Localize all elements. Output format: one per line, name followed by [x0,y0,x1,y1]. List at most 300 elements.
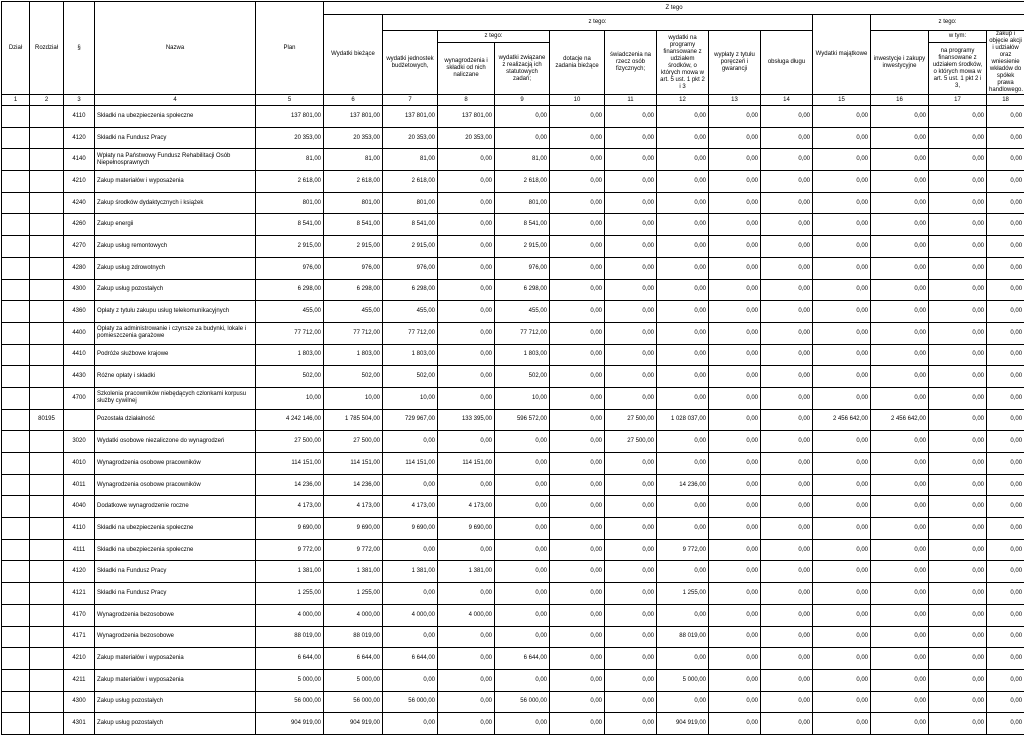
cell-value: 0,00 [871,561,929,583]
cell-value: 0,00 [709,387,761,409]
cell-paragraf: 4010 [64,453,95,475]
cell-value: 0,00 [987,583,1024,605]
cell-nazwa: Zakup energii [95,214,256,236]
cell-value: 0,00 [495,669,550,691]
cell-value: 0,00 [550,344,605,366]
col-header-wynagrodzenia: wynagrodzenia i składki od nich naliczane [438,43,495,95]
cell-value: 10,00 [495,387,550,409]
cell-value: 0,00 [709,453,761,475]
cell-nazwa: Zakup materiałów i wyposażenia [95,669,256,691]
cell-value: 0,00 [550,604,605,626]
cell-value: 0,00 [550,279,605,301]
cell-value: 0,00 [550,648,605,670]
col-header-inwestycje: inwestycje i zakupy inwestycyjne [871,31,929,95]
cell-value: 0,00 [605,127,657,149]
cell-value: 0,00 [871,127,929,149]
cell-value: 0,00 [813,583,871,605]
cell-value: 0,00 [550,713,605,735]
cell-value: 114 151,00 [256,453,324,475]
cell-value: 88 019,00 [256,626,324,648]
cell-value: 9 772,00 [657,539,709,561]
cell-value: 455,00 [495,301,550,323]
cell-value: 0,00 [813,279,871,301]
cell-value: 0,00 [871,214,929,236]
cell-value: 81,00 [383,149,438,171]
cell-value: 0,00 [657,171,709,193]
cell-value: 0,00 [438,387,495,409]
table-row [2,561,1024,583]
cell-dzial [2,713,30,735]
cell-value: 2 456 642,00 [871,409,929,431]
cell-value: 5 000,00 [256,669,324,691]
cell-value: 0,00 [495,496,550,518]
table-row [2,171,1024,193]
cell-value: 502,00 [256,366,324,388]
cell-value: 0,00 [929,322,987,344]
cell-value: 6 644,00 [256,648,324,670]
cell-value: 4 173,00 [256,496,324,518]
cell-dzial [2,192,30,214]
cell-value: 976,00 [383,257,438,279]
cell-value: 0,00 [987,518,1024,540]
cell-value: 9 690,00 [383,518,438,540]
cell-value: 0,00 [813,669,871,691]
cell-value: 9 772,00 [324,539,383,561]
cell-value: 0,00 [761,171,813,193]
cell-value: 0,00 [657,214,709,236]
cell-value: 0,00 [605,691,657,713]
cell-value: 0,00 [657,301,709,323]
cell-value: 0,00 [987,539,1024,561]
cell-value: 904 919,00 [657,713,709,735]
cell-value: 0,00 [438,626,495,648]
cell-value: 9 690,00 [256,518,324,540]
cell-value: 0,00 [871,539,929,561]
cell-value: 4 173,00 [438,496,495,518]
cell-value: 0,00 [657,257,709,279]
cell-value: 56 000,00 [256,691,324,713]
cell-value: 14 236,00 [256,474,324,496]
cell-value: 0,00 [657,279,709,301]
cell-paragraf: 4210 [64,648,95,670]
cell-value: 0,00 [987,279,1024,301]
table-row [2,127,1024,149]
cell-value: 1 255,00 [256,583,324,605]
col-number: 5 [256,95,324,106]
cell-value: 0,00 [605,604,657,626]
cell-value: 0,00 [761,561,813,583]
cell-value: 455,00 [324,301,383,323]
cell-value: 81,00 [256,149,324,171]
cell-paragraf: 4110 [64,106,95,128]
cell-value: 0,00 [929,691,987,713]
col-header-programy: wydatki na programy finansowane z udziałem środków, o których mowa w art. 5 ust. 1 pkt 2 i 3 [657,31,709,95]
cell-nazwa: Opłaty z tytułu zakupu usług telekomunikacyjnych [95,301,256,323]
col-number: 6 [324,95,383,106]
cell-value: 9 690,00 [438,518,495,540]
cell-rozdzial [30,279,64,301]
cell-value: 6 298,00 [383,279,438,301]
cell-value: 0,00 [438,301,495,323]
cell-rozdzial [30,431,64,453]
cell-rozdzial [30,691,64,713]
cell-value: 0,00 [383,431,438,453]
cell-value: 20 353,00 [383,127,438,149]
cell-value: 6 644,00 [324,648,383,670]
cell-value: 0,00 [605,474,657,496]
cell-value: 0,00 [871,713,929,735]
cell-value: 0,00 [987,214,1024,236]
cell-value: 0,00 [495,453,550,475]
cell-value: 88 019,00 [657,626,709,648]
cell-rozdzial [30,236,64,258]
cell-value: 10,00 [256,387,324,409]
cell-value: 0,00 [657,344,709,366]
cell-value: 0,00 [987,171,1024,193]
cell-value: 0,00 [813,106,871,128]
col-header-paragraf: § [64,2,95,95]
cell-value: 0,00 [605,648,657,670]
cell-dzial [2,127,30,149]
cell-paragraf: 4120 [64,127,95,149]
cell-nazwa: Wynagrodzenia osobowe pracowników [95,474,256,496]
col-header-rozdzial: Rozdział [30,2,64,95]
col-number: 17 [929,95,987,106]
table-row [2,604,1024,626]
cell-value: 4 173,00 [324,496,383,518]
cell-value: 596 572,00 [495,409,550,431]
cell-value: 0,00 [709,409,761,431]
table-row [2,431,1024,453]
cell-value: 0,00 [813,322,871,344]
cell-nazwa: Opłaty za administrowanie i czynsze za budynki, lokale i pomieszczenia garażowe [95,322,256,344]
cell-nazwa: Składki na Fundusz Pracy [95,127,256,149]
cell-value: 0,00 [929,561,987,583]
cell-value: 0,00 [929,453,987,475]
cell-value: 1 381,00 [324,561,383,583]
cell-value: 114 151,00 [324,453,383,475]
col-header-wydatki-jednostek: wydatki jednostek budżetowych, [383,31,438,95]
cell-nazwa: Składki na ubezpieczenia społeczne [95,518,256,540]
table-row [2,192,1024,214]
cell-value: 6 298,00 [324,279,383,301]
table-row [2,214,1024,236]
cell-nazwa: Szkolenia pracowników niebędących członkami korpusu służby cywilnej [95,387,256,409]
cell-value: 0,00 [813,518,871,540]
cell-value: 20 353,00 [256,127,324,149]
cell-value: 0,00 [871,171,929,193]
cell-value: 0,00 [813,604,871,626]
cell-value: 0,00 [605,366,657,388]
cell-dzial [2,496,30,518]
cell-nazwa: Zakup usług pozostałych [95,713,256,735]
col-number: 7 [383,95,438,106]
cell-rozdzial [30,366,64,388]
cell-value: 0,00 [929,474,987,496]
cell-value: 0,00 [761,192,813,214]
cell-value: 1 803,00 [495,344,550,366]
cell-value: 0,00 [871,322,929,344]
cell-nazwa: Zakup środków dydaktycznych i książek [95,192,256,214]
cell-value: 0,00 [550,192,605,214]
cell-value: 2 618,00 [383,171,438,193]
cell-value: 0,00 [709,106,761,128]
cell-value: 0,00 [383,713,438,735]
cell-value: 0,00 [550,127,605,149]
cell-value: 0,00 [813,626,871,648]
table-row [2,539,1024,561]
cell-value: 801,00 [383,192,438,214]
cell-value: 0,00 [813,539,871,561]
cell-value: 0,00 [987,387,1024,409]
cell-value: 0,00 [709,366,761,388]
col-header-zakup-akcji: zakup i objęcie akcji i udziałów oraz wniesienie wkładów do spółek prawa handlowego. [987,31,1024,95]
cell-value: 0,00 [605,106,657,128]
cell-value: 0,00 [657,604,709,626]
cell-value: 0,00 [813,561,871,583]
cell-value: 0,00 [495,561,550,583]
col-number: 15 [813,95,871,106]
cell-value: 0,00 [438,539,495,561]
cell-value: 0,00 [871,236,929,258]
cell-rozdzial [30,626,64,648]
cell-value: 0,00 [657,149,709,171]
cell-nazwa: Pozostała działalność [95,409,256,431]
table-row [2,366,1024,388]
cell-value: 0,00 [987,496,1024,518]
cell-value: 0,00 [987,648,1024,670]
cell-dzial [2,561,30,583]
cell-value: 88 019,00 [324,626,383,648]
cell-value: 0,00 [761,387,813,409]
cell-value: 0,00 [987,713,1024,735]
cell-value: 0,00 [495,127,550,149]
cell-dzial [2,626,30,648]
cell-value: 1 028 037,00 [657,409,709,431]
cell-value: 455,00 [383,301,438,323]
cell-value: 0,00 [813,431,871,453]
cell-value: 976,00 [324,257,383,279]
cell-value: 0,00 [438,257,495,279]
cell-value: 0,00 [709,344,761,366]
cell-value: 0,00 [438,322,495,344]
col-header-nazwa: Nazwa [95,2,256,95]
cell-paragraf: 4040 [64,496,95,518]
cell-value: 137 801,00 [256,106,324,128]
cell-value: 0,00 [761,669,813,691]
cell-value: 4 173,00 [383,496,438,518]
cell-value: 0,00 [929,409,987,431]
cell-value: 0,00 [987,106,1024,128]
cell-value: 0,00 [761,626,813,648]
col-header-obsluga: obsługa długu [761,31,813,95]
cell-value: 0,00 [550,149,605,171]
cell-value: 0,00 [709,236,761,258]
cell-value: 0,00 [761,322,813,344]
cell-value: 0,00 [871,691,929,713]
cell-value: 2 618,00 [256,171,324,193]
cell-rozdzial [30,669,64,691]
cell-value: 729 967,00 [383,409,438,431]
cell-value: 0,00 [709,561,761,583]
cell-value: 0,00 [438,344,495,366]
cell-value: 0,00 [605,192,657,214]
cell-value: 137 801,00 [324,106,383,128]
cell-paragraf: 4140 [64,149,95,171]
cell-value: 0,00 [605,149,657,171]
cell-value: 0,00 [871,366,929,388]
cell-value: 0,00 [709,669,761,691]
cell-value: 56 000,00 [383,691,438,713]
cell-paragraf: 4211 [64,669,95,691]
cell-value: 0,00 [605,171,657,193]
col-number: 10 [550,95,605,106]
cell-value: 0,00 [438,648,495,670]
cell-value: 0,00 [871,344,929,366]
cell-value: 0,00 [929,366,987,388]
cell-rozdzial [30,713,64,735]
cell-value: 20 353,00 [324,127,383,149]
col-header-programy-majatkowe: na programy finansowane z udziałem środków, o których mowa w art. 5 ust. 1 pkt 2 i 3, [929,43,987,95]
cell-value: 56 000,00 [324,691,383,713]
cell-value: 0,00 [550,561,605,583]
cell-value: 0,00 [495,474,550,496]
cell-nazwa: Wynagrodzenia bezosobowe [95,604,256,626]
cell-rozdzial [30,192,64,214]
table-row [2,626,1024,648]
cell-value: 1 381,00 [256,561,324,583]
cell-nazwa: Zakup usług zdrowotnych [95,257,256,279]
table-row [2,106,1024,128]
cell-value: 0,00 [657,453,709,475]
cell-value: 0,00 [605,453,657,475]
cell-value: 0,00 [813,236,871,258]
cell-paragraf: 4280 [64,257,95,279]
cell-value: 0,00 [657,127,709,149]
cell-value: 0,00 [761,496,813,518]
cell-value: 0,00 [709,171,761,193]
cell-value: 0,00 [761,106,813,128]
cell-value: 0,00 [605,561,657,583]
cell-value: 8 541,00 [324,214,383,236]
cell-value: 0,00 [987,257,1024,279]
cell-value: 0,00 [871,257,929,279]
cell-nazwa: Podróże służbowe krajowe [95,344,256,366]
cell-paragraf: 4300 [64,279,95,301]
cell-value: 0,00 [987,669,1024,691]
col-number: 16 [871,95,929,106]
col-header-plan: Plan [256,2,324,95]
cell-dzial [2,387,30,409]
col-header-z-tego-jednostek: z tego: [438,31,550,43]
cell-paragraf: 4121 [64,583,95,605]
cell-value: 0,00 [495,604,550,626]
cell-value: 904 919,00 [324,713,383,735]
cell-value: 133 395,00 [438,409,495,431]
col-header-z-tego-majatkowe: z tego: [871,15,1024,31]
cell-value: 0,00 [929,539,987,561]
cell-value: 0,00 [495,583,550,605]
cell-value: 4 000,00 [256,604,324,626]
cell-rozdzial [30,149,64,171]
cell-value: 0,00 [871,431,929,453]
cell-paragraf: 3020 [64,431,95,453]
table-row [2,474,1024,496]
cell-value: 4 000,00 [324,604,383,626]
cell-value: 0,00 [657,106,709,128]
cell-value: 801,00 [256,192,324,214]
cell-value: 0,00 [657,691,709,713]
cell-value: 0,00 [761,127,813,149]
cell-value: 0,00 [929,713,987,735]
cell-value: 0,00 [761,366,813,388]
cell-value: 6 644,00 [495,648,550,670]
cell-value: 0,00 [871,474,929,496]
cell-value: 0,00 [657,518,709,540]
cell-rozdzial [30,301,64,323]
cell-value: 0,00 [761,344,813,366]
cell-value: 8 541,00 [256,214,324,236]
cell-paragraf: 4360 [64,301,95,323]
cell-value: 0,00 [383,626,438,648]
cell-value: 0,00 [709,539,761,561]
cell-value: 0,00 [813,301,871,323]
cell-paragraf: 4270 [64,236,95,258]
cell-value: 0,00 [709,583,761,605]
cell-dzial [2,539,30,561]
table-row [2,669,1024,691]
cell-dzial [2,322,30,344]
cell-value: 0,00 [761,257,813,279]
cell-value: 0,00 [438,192,495,214]
table-row [2,322,1024,344]
cell-value: 0,00 [871,301,929,323]
cell-value: 0,00 [987,236,1024,258]
cell-value: 0,00 [987,344,1024,366]
table-row [2,691,1024,713]
cell-value: 0,00 [495,106,550,128]
cell-value: 0,00 [987,691,1024,713]
col-number: 2 [30,95,64,106]
cell-value: 0,00 [929,192,987,214]
cell-value: 8 541,00 [495,214,550,236]
cell-nazwa: Składki na ubezpieczenia społeczne [95,106,256,128]
cell-value: 0,00 [495,626,550,648]
cell-value: 0,00 [929,583,987,605]
cell-value: 0,00 [813,366,871,388]
cell-value: 0,00 [438,366,495,388]
cell-rozdzial [30,344,64,366]
cell-nazwa: Różne opłaty i składki [95,366,256,388]
col-number: 14 [761,95,813,106]
cell-value: 0,00 [929,236,987,258]
cell-value: 0,00 [550,518,605,540]
cell-value: 0,00 [709,626,761,648]
cell-value: 0,00 [709,257,761,279]
cell-value: 0,00 [550,539,605,561]
cell-value: 0,00 [383,669,438,691]
cell-value: 0,00 [871,453,929,475]
table-body [2,106,1024,735]
table-row [2,648,1024,670]
cell-nazwa: Wpłaty na Państwowy Fundusz Rehabilitacji Osób Niepełnosprawnych [95,149,256,171]
cell-value: 0,00 [550,626,605,648]
cell-value: 27 500,00 [324,431,383,453]
cell-value: 0,00 [871,518,929,540]
cell-value: 0,00 [709,322,761,344]
cell-value: 0,00 [605,387,657,409]
cell-value: 0,00 [709,192,761,214]
